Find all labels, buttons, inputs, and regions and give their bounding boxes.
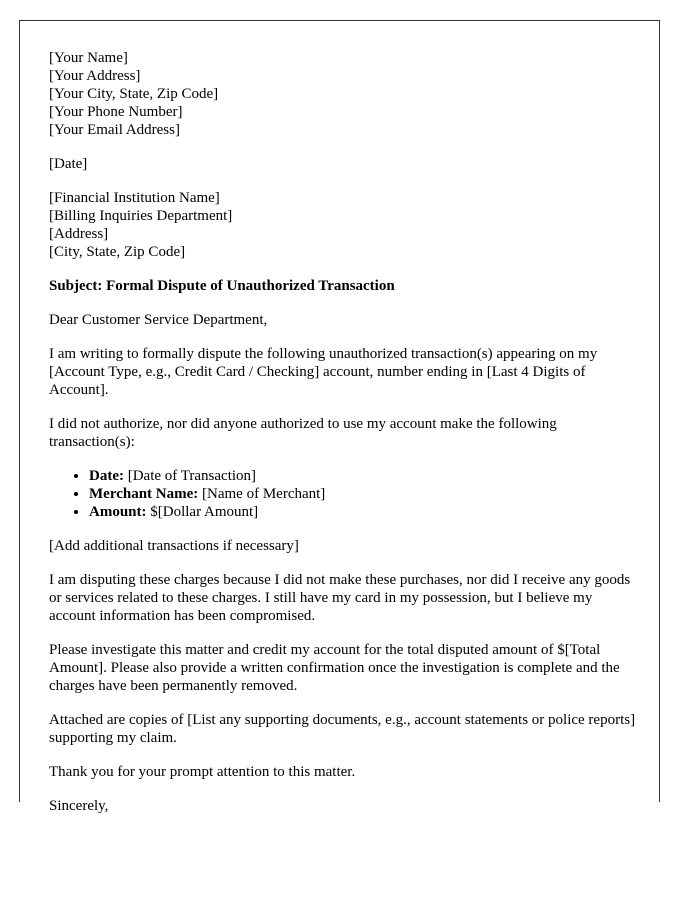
not-authorized-paragraph: I did not authorize, nor did anyone authorized to use my account make the following transaction(s): <box>49 416 557 450</box>
reason-paragraph: I am disputing these charges because I did not make these purchases, nor did I receive any goods or services related to these charges. I still have my card in my possession, but I believe my account information has been compromised. <box>49 572 631 624</box>
transaction-merchant-value: [Name of Merchant] <box>198 486 326 502</box>
letter-content <box>49 49 639 831</box>
list-item <box>89 485 639 503</box>
sender-address: [Your Address] <box>49 68 141 84</box>
letter-page <box>19 20 660 814</box>
letter-date: [Date] <box>49 156 88 172</box>
sender-block <box>49 49 639 139</box>
transaction-date-value: [Date of Transaction] <box>123 468 257 484</box>
sender-phone: [Your Phone Number] <box>49 104 183 120</box>
recipient-institution: [Financial Institution Name] <box>49 190 220 206</box>
additional-transactions-note: [Add additional transactions if necessary] <box>49 538 299 554</box>
recipient-department: [Billing Inquiries Department] <box>49 208 233 224</box>
thanks-paragraph: Thank you for your prompt attention to this matter. <box>49 764 356 780</box>
closing-line: Sincerely, <box>49 798 109 814</box>
subject-line: Subject: Formal Dispute of Unauthorized Transaction <box>49 278 395 294</box>
sender-name: [Your Name] <box>49 50 128 66</box>
transaction-merchant-label: Merchant Name: <box>89 486 199 502</box>
list-item <box>89 467 639 485</box>
sender-email: [Your Email Address] <box>49 122 180 138</box>
transaction-amount-label: Amount: <box>89 504 147 520</box>
recipient-address: [Address] <box>49 226 109 242</box>
salutation: Dear Customer Service Department, <box>49 312 268 328</box>
request-paragraph: Please investigate this matter and credit my account for the total disputed amount of $[Total Amount]. Please also provide a written confirmation once the investigation is complete and the charges have been permanently removed. <box>49 642 620 694</box>
intro-paragraph: I am writing to formally dispute the following unauthorized transaction(s) appearing on my [Account Type, e.g., Credit Card / Checking] account, number ending in [Last 4 Digits of Account]. <box>49 346 598 398</box>
list-item <box>89 503 639 521</box>
sender-city-state-zip: [Your City, State, Zip Code] <box>49 86 219 102</box>
transaction-list <box>49 467 639 521</box>
recipient-city-state-zip: [City, State, Zip Code] <box>49 244 186 260</box>
attachments-paragraph: Attached are copies of [List any supporting documents, e.g., account statements or police reports] supporting my claim. <box>49 712 636 746</box>
transaction-date-label: Date: <box>89 468 124 484</box>
recipient-block <box>49 189 639 261</box>
transaction-amount-value: $[Dollar Amount] <box>146 504 259 520</box>
